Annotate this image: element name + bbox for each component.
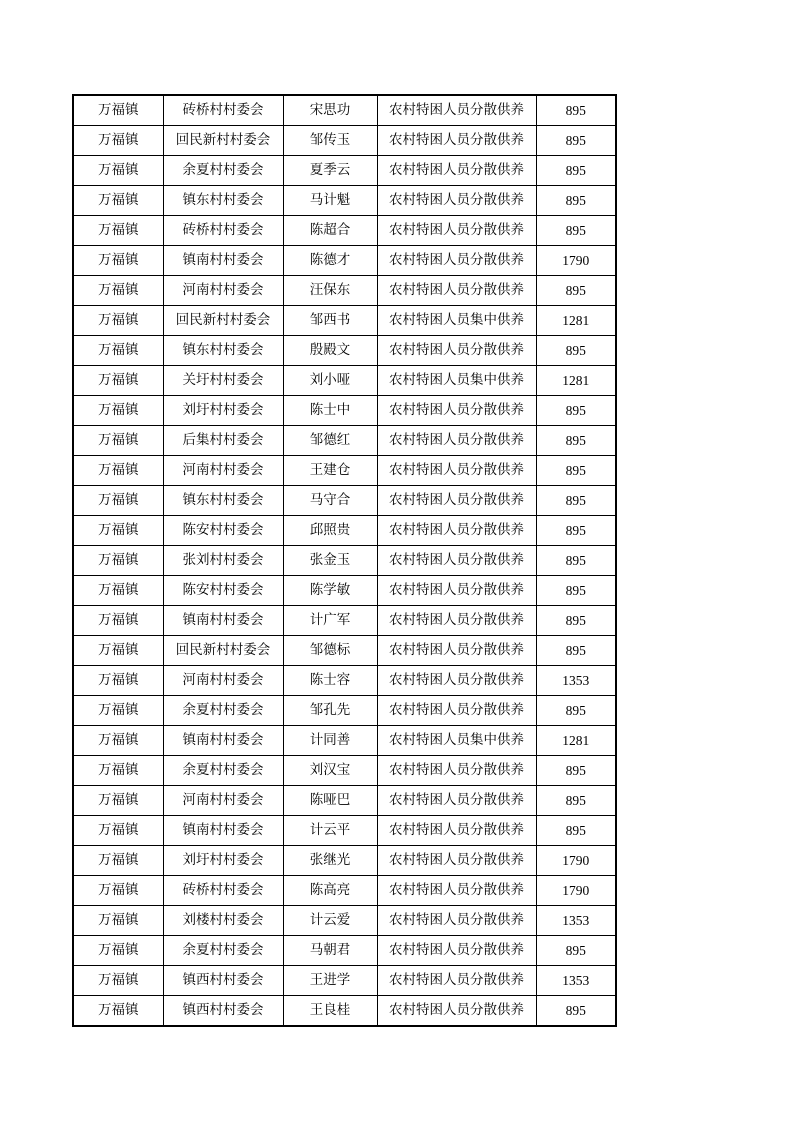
person-name-cell: 邹传玉 — [283, 126, 377, 156]
village-cell: 张刘村村委会 — [163, 546, 283, 576]
table-row — [73, 306, 616, 336]
support-type-cell: 农村特困人员分散供养 — [377, 996, 536, 1027]
support-type-cell: 农村特困人员分散供养 — [377, 636, 536, 666]
table-row — [73, 756, 616, 786]
village-cell: 镇西村村委会 — [163, 996, 283, 1027]
person-name-cell: 邱照贵 — [283, 516, 377, 546]
amount-cell: 1353 — [536, 966, 616, 996]
person-name-cell: 汪保东 — [283, 276, 377, 306]
support-type-cell: 农村特困人员分散供养 — [377, 126, 536, 156]
support-type-cell: 农村特困人员分散供养 — [377, 336, 536, 366]
amount-cell: 895 — [536, 216, 616, 246]
person-name-cell: 张继光 — [283, 846, 377, 876]
support-type-cell: 农村特困人员分散供养 — [377, 606, 536, 636]
town-cell: 万福镇 — [73, 546, 163, 576]
village-cell: 镇南村村委会 — [163, 606, 283, 636]
village-cell: 河南村村委会 — [163, 666, 283, 696]
town-cell: 万福镇 — [73, 906, 163, 936]
table-row — [73, 336, 616, 366]
amount-cell: 895 — [536, 126, 616, 156]
support-type-cell: 农村特困人员分散供养 — [377, 546, 536, 576]
village-cell: 余夏村村委会 — [163, 156, 283, 186]
town-cell: 万福镇 — [73, 486, 163, 516]
amount-cell: 1790 — [536, 876, 616, 906]
table-row — [73, 486, 616, 516]
amount-cell: 895 — [536, 936, 616, 966]
table-row — [73, 636, 616, 666]
amount-cell: 895 — [536, 816, 616, 846]
town-cell: 万福镇 — [73, 306, 163, 336]
village-cell: 陈安村村委会 — [163, 576, 283, 606]
amount-cell: 895 — [536, 516, 616, 546]
village-cell: 镇南村村委会 — [163, 246, 283, 276]
table-row — [73, 936, 616, 966]
support-type-cell: 农村特困人员分散供养 — [377, 576, 536, 606]
village-cell: 余夏村村委会 — [163, 936, 283, 966]
village-cell: 砖桥村村委会 — [163, 876, 283, 906]
town-cell: 万福镇 — [73, 996, 163, 1027]
town-cell: 万福镇 — [73, 786, 163, 816]
village-cell: 镇南村村委会 — [163, 726, 283, 756]
table-row — [73, 126, 616, 156]
person-name-cell: 刘汉宝 — [283, 756, 377, 786]
amount-cell: 1281 — [536, 366, 616, 396]
table-row — [73, 426, 616, 456]
amount-cell: 895 — [536, 696, 616, 726]
amount-cell: 895 — [536, 996, 616, 1027]
town-cell: 万福镇 — [73, 606, 163, 636]
support-type-cell: 农村特困人员分散供养 — [377, 846, 536, 876]
table-row — [73, 516, 616, 546]
support-type-cell: 农村特困人员分散供养 — [377, 486, 536, 516]
amount-cell: 895 — [536, 786, 616, 816]
village-cell: 镇东村村委会 — [163, 336, 283, 366]
person-name-cell: 王建仓 — [283, 456, 377, 486]
support-type-cell: 农村特困人员分散供养 — [377, 246, 536, 276]
amount-cell: 895 — [536, 95, 616, 126]
table-row — [73, 816, 616, 846]
town-cell: 万福镇 — [73, 576, 163, 606]
village-cell: 镇西村村委会 — [163, 966, 283, 996]
amount-cell: 895 — [536, 546, 616, 576]
person-name-cell: 陈德才 — [283, 246, 377, 276]
village-cell: 河南村村委会 — [163, 786, 283, 816]
village-cell: 回民新村村委会 — [163, 126, 283, 156]
support-type-cell: 农村特困人员分散供养 — [377, 786, 536, 816]
person-name-cell: 王进学 — [283, 966, 377, 996]
amount-cell: 1353 — [536, 906, 616, 936]
amount-cell: 895 — [536, 636, 616, 666]
town-cell: 万福镇 — [73, 216, 163, 246]
village-cell: 回民新村村委会 — [163, 636, 283, 666]
support-type-cell: 农村特困人员分散供养 — [377, 876, 536, 906]
table-row — [73, 786, 616, 816]
person-name-cell: 陈学敏 — [283, 576, 377, 606]
person-name-cell: 刘小哑 — [283, 366, 377, 396]
amount-cell: 1790 — [536, 846, 616, 876]
table-row — [73, 156, 616, 186]
amount-cell: 895 — [536, 576, 616, 606]
roster-table-body — [73, 95, 616, 1026]
town-cell: 万福镇 — [73, 276, 163, 306]
table-row — [73, 576, 616, 606]
support-type-cell: 农村特困人员分散供养 — [377, 426, 536, 456]
person-name-cell: 陈士容 — [283, 666, 377, 696]
support-type-cell: 农村特困人员分散供养 — [377, 696, 536, 726]
town-cell: 万福镇 — [73, 426, 163, 456]
amount-cell: 1790 — [536, 246, 616, 276]
village-cell: 砖桥村村委会 — [163, 216, 283, 246]
support-type-cell: 农村特困人员分散供养 — [377, 816, 536, 846]
person-name-cell: 马计魁 — [283, 186, 377, 216]
person-name-cell: 陈超合 — [283, 216, 377, 246]
amount-cell: 895 — [536, 756, 616, 786]
person-name-cell: 夏季云 — [283, 156, 377, 186]
support-type-cell: 农村特困人员分散供养 — [377, 186, 536, 216]
town-cell: 万福镇 — [73, 846, 163, 876]
support-type-cell: 农村特困人员分散供养 — [377, 216, 536, 246]
person-name-cell: 宋思功 — [283, 95, 377, 126]
village-cell: 后集村村委会 — [163, 426, 283, 456]
table-row — [73, 95, 616, 126]
person-name-cell: 王良桂 — [283, 996, 377, 1027]
town-cell: 万福镇 — [73, 396, 163, 426]
table-row — [73, 906, 616, 936]
village-cell: 余夏村村委会 — [163, 756, 283, 786]
person-name-cell: 邹孔先 — [283, 696, 377, 726]
table-row — [73, 456, 616, 486]
amount-cell: 895 — [536, 276, 616, 306]
person-name-cell: 计广军 — [283, 606, 377, 636]
town-cell: 万福镇 — [73, 876, 163, 906]
amount-cell: 895 — [536, 456, 616, 486]
amount-cell: 895 — [536, 396, 616, 426]
village-cell: 镇南村村委会 — [163, 816, 283, 846]
town-cell: 万福镇 — [73, 456, 163, 486]
person-name-cell: 陈士中 — [283, 396, 377, 426]
support-type-cell: 农村特困人员集中供养 — [377, 726, 536, 756]
person-name-cell: 计云平 — [283, 816, 377, 846]
town-cell: 万福镇 — [73, 126, 163, 156]
table-row — [73, 216, 616, 246]
table-row — [73, 366, 616, 396]
table-row — [73, 606, 616, 636]
table-row — [73, 966, 616, 996]
support-type-cell: 农村特困人员分散供养 — [377, 396, 536, 426]
table-row — [73, 276, 616, 306]
amount-cell: 895 — [536, 336, 616, 366]
town-cell: 万福镇 — [73, 336, 163, 366]
town-cell: 万福镇 — [73, 156, 163, 186]
person-name-cell: 陈哑巴 — [283, 786, 377, 816]
person-name-cell: 邹德红 — [283, 426, 377, 456]
village-cell: 余夏村村委会 — [163, 696, 283, 726]
support-type-cell: 农村特困人员分散供养 — [377, 156, 536, 186]
person-name-cell: 邹西书 — [283, 306, 377, 336]
person-name-cell: 计云爱 — [283, 906, 377, 936]
town-cell: 万福镇 — [73, 516, 163, 546]
village-cell: 回民新村村委会 — [163, 306, 283, 336]
village-cell: 镇东村村委会 — [163, 486, 283, 516]
person-name-cell: 殷殿文 — [283, 336, 377, 366]
village-cell: 河南村村委会 — [163, 276, 283, 306]
amount-cell: 895 — [536, 156, 616, 186]
town-cell: 万福镇 — [73, 636, 163, 666]
town-cell: 万福镇 — [73, 756, 163, 786]
person-name-cell: 马朝君 — [283, 936, 377, 966]
support-type-cell: 农村特困人员分散供养 — [377, 906, 536, 936]
town-cell: 万福镇 — [73, 95, 163, 126]
support-type-cell: 农村特困人员集中供养 — [377, 306, 536, 336]
table-row — [73, 186, 616, 216]
town-cell: 万福镇 — [73, 186, 163, 216]
village-cell: 砖桥村村委会 — [163, 95, 283, 126]
support-type-cell: 农村特困人员分散供养 — [377, 966, 536, 996]
support-type-cell: 农村特困人员分散供养 — [377, 516, 536, 546]
town-cell: 万福镇 — [73, 966, 163, 996]
table-row — [73, 666, 616, 696]
support-type-cell: 农村特困人员分散供养 — [377, 756, 536, 786]
town-cell: 万福镇 — [73, 816, 163, 846]
village-cell: 陈安村村委会 — [163, 516, 283, 546]
person-name-cell: 邹德标 — [283, 636, 377, 666]
amount-cell: 895 — [536, 606, 616, 636]
table-row — [73, 996, 616, 1027]
support-type-cell: 农村特困人员集中供养 — [377, 366, 536, 396]
table-row — [73, 546, 616, 576]
village-cell: 刘楼村村委会 — [163, 906, 283, 936]
table-row — [73, 396, 616, 426]
town-cell: 万福镇 — [73, 696, 163, 726]
person-name-cell: 陈高亮 — [283, 876, 377, 906]
person-name-cell: 马守合 — [283, 486, 377, 516]
support-type-cell: 农村特困人员分散供养 — [377, 456, 536, 486]
town-cell: 万福镇 — [73, 666, 163, 696]
table-row — [73, 726, 616, 756]
table-row — [73, 246, 616, 276]
support-type-cell: 农村特困人员分散供养 — [377, 276, 536, 306]
village-cell: 河南村村委会 — [163, 456, 283, 486]
village-cell: 刘圩村村委会 — [163, 396, 283, 426]
table-row — [73, 846, 616, 876]
amount-cell: 1281 — [536, 306, 616, 336]
person-name-cell: 张金玉 — [283, 546, 377, 576]
amount-cell: 895 — [536, 486, 616, 516]
person-name-cell: 计同善 — [283, 726, 377, 756]
town-cell: 万福镇 — [73, 366, 163, 396]
roster-table — [72, 94, 617, 1027]
village-cell: 刘圩村村委会 — [163, 846, 283, 876]
support-type-cell: 农村特困人员分散供养 — [377, 95, 536, 126]
town-cell: 万福镇 — [73, 936, 163, 966]
support-type-cell: 农村特困人员分散供养 — [377, 936, 536, 966]
amount-cell: 895 — [536, 426, 616, 456]
amount-cell: 895 — [536, 186, 616, 216]
support-type-cell: 农村特困人员分散供养 — [377, 666, 536, 696]
village-cell: 关圩村村委会 — [163, 366, 283, 396]
amount-cell: 1281 — [536, 726, 616, 756]
table-row — [73, 876, 616, 906]
town-cell: 万福镇 — [73, 246, 163, 276]
table-row — [73, 696, 616, 726]
village-cell: 镇东村村委会 — [163, 186, 283, 216]
town-cell: 万福镇 — [73, 726, 163, 756]
amount-cell: 1353 — [536, 666, 616, 696]
